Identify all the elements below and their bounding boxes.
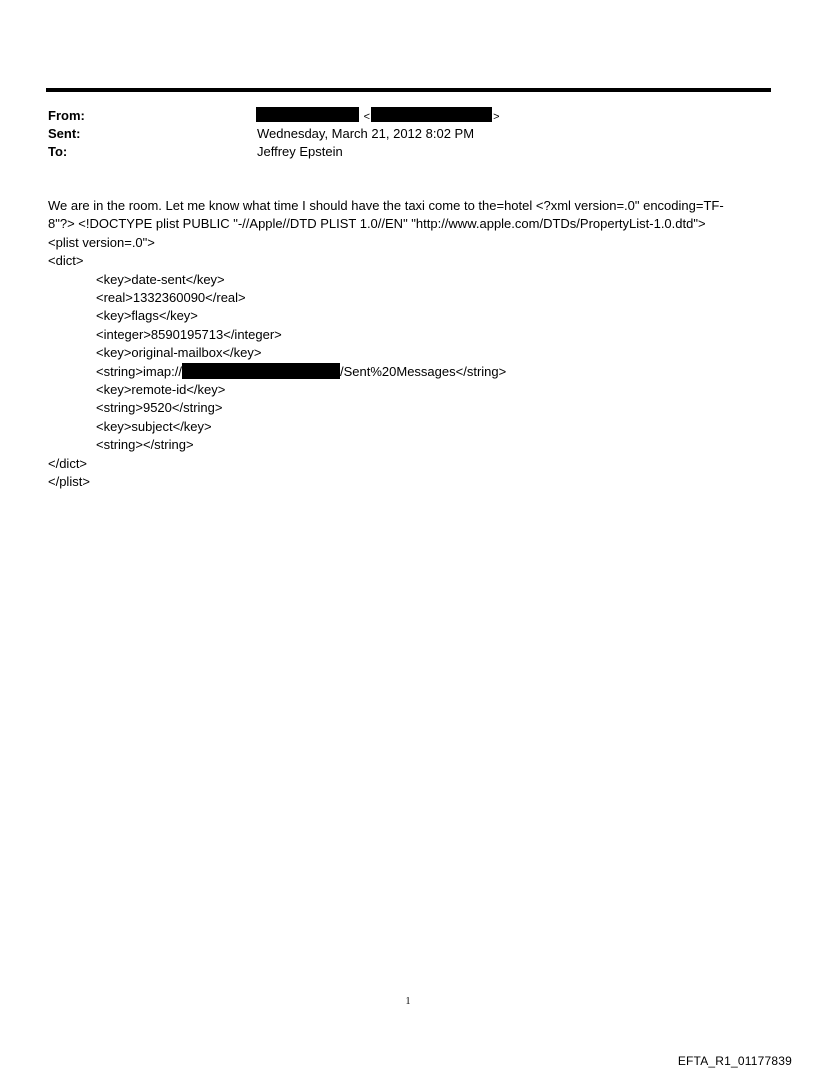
from-open-bracket: < xyxy=(363,111,371,123)
body-line-imap xyxy=(48,363,768,381)
from-label: From: xyxy=(48,108,85,123)
body-line: <real>1332360090</real> xyxy=(96,290,246,306)
imap-prefix: <string>imap:// xyxy=(96,363,182,379)
imap-suffix: /Sent%20Messages</string> xyxy=(340,363,507,379)
bates-number: EFTA_R1_01177839 xyxy=(677,1054,792,1068)
sent-value: Wednesday, March 21, 2012 8:02 PM xyxy=(257,126,475,141)
body-line: <key>subject</key> xyxy=(96,418,212,434)
body-line: <key>flags</key> xyxy=(96,308,198,324)
from-row xyxy=(48,107,768,125)
body-line: We are in the room. Let me know what time I should have the taxi come to the=hotel <?xml version=.0" encoding=TF- xyxy=(48,198,724,213)
to-label: To: xyxy=(48,144,68,159)
body-line: </dict> xyxy=(48,455,88,471)
body-line: 8"?> <!DOCTYPE plist PUBLIC "-//Apple//DTD PLIST 1.0//EN" "http://www.apple.com/DTDs/PropertyList-1.0.dtd"> xyxy=(48,216,706,232)
redacted-sender-name xyxy=(256,107,359,122)
body-line: <integer>8590195713</integer> xyxy=(96,326,282,342)
body-line: <dict> xyxy=(48,253,84,269)
body-line: <string>9520</string> xyxy=(96,400,223,416)
body-line: </plist> xyxy=(48,474,90,490)
body-line: <key>original-mailbox</key> xyxy=(96,345,262,361)
sent-label: Sent: xyxy=(48,126,81,141)
body-line: <string></string> xyxy=(96,437,194,453)
email-header xyxy=(48,107,768,161)
from-close-bracket: > xyxy=(493,111,500,123)
page-number: 1 xyxy=(405,996,411,1007)
email-body xyxy=(48,197,768,492)
body-line: <plist version=.0"> xyxy=(48,234,155,250)
to-value: Jeffrey Epstein xyxy=(257,144,343,159)
header-divider xyxy=(46,88,771,92)
redacted-sender-email xyxy=(371,107,492,122)
body-line: <key>date-sent</key> xyxy=(96,271,225,287)
sent-row xyxy=(48,125,768,143)
redacted-imap-account xyxy=(182,363,340,379)
body-line: <key>remote-id</key> xyxy=(96,382,226,398)
to-row xyxy=(48,143,768,161)
from-value xyxy=(257,107,501,126)
